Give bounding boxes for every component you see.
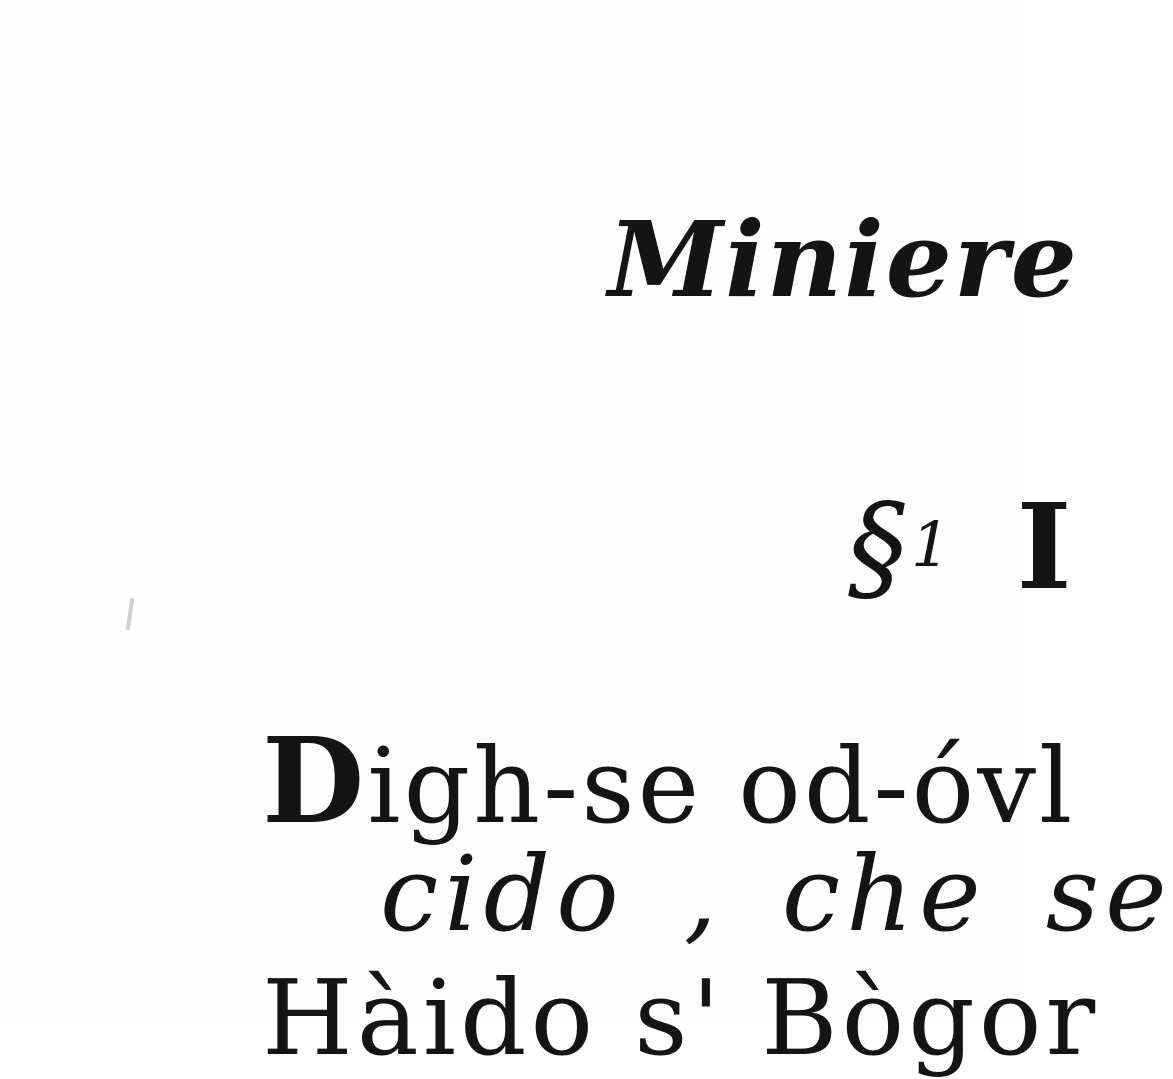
- text-line-1: [262, 711, 1076, 850]
- text-line-1-rest: igh-se od-óvl: [367, 725, 1076, 847]
- section-trailing-letter: I: [1016, 477, 1072, 616]
- text-line-2: cido , che se: [380, 833, 1173, 955]
- running-header: Miniere: [608, 198, 1079, 321]
- section-sign: §: [848, 478, 907, 616]
- section-number: 1: [911, 508, 951, 581]
- initial-letter: D: [262, 711, 368, 850]
- section-heading: [848, 477, 1072, 616]
- text-line-3: Hàido s' Bògor: [262, 957, 1100, 1079]
- ink-speck: [126, 598, 134, 630]
